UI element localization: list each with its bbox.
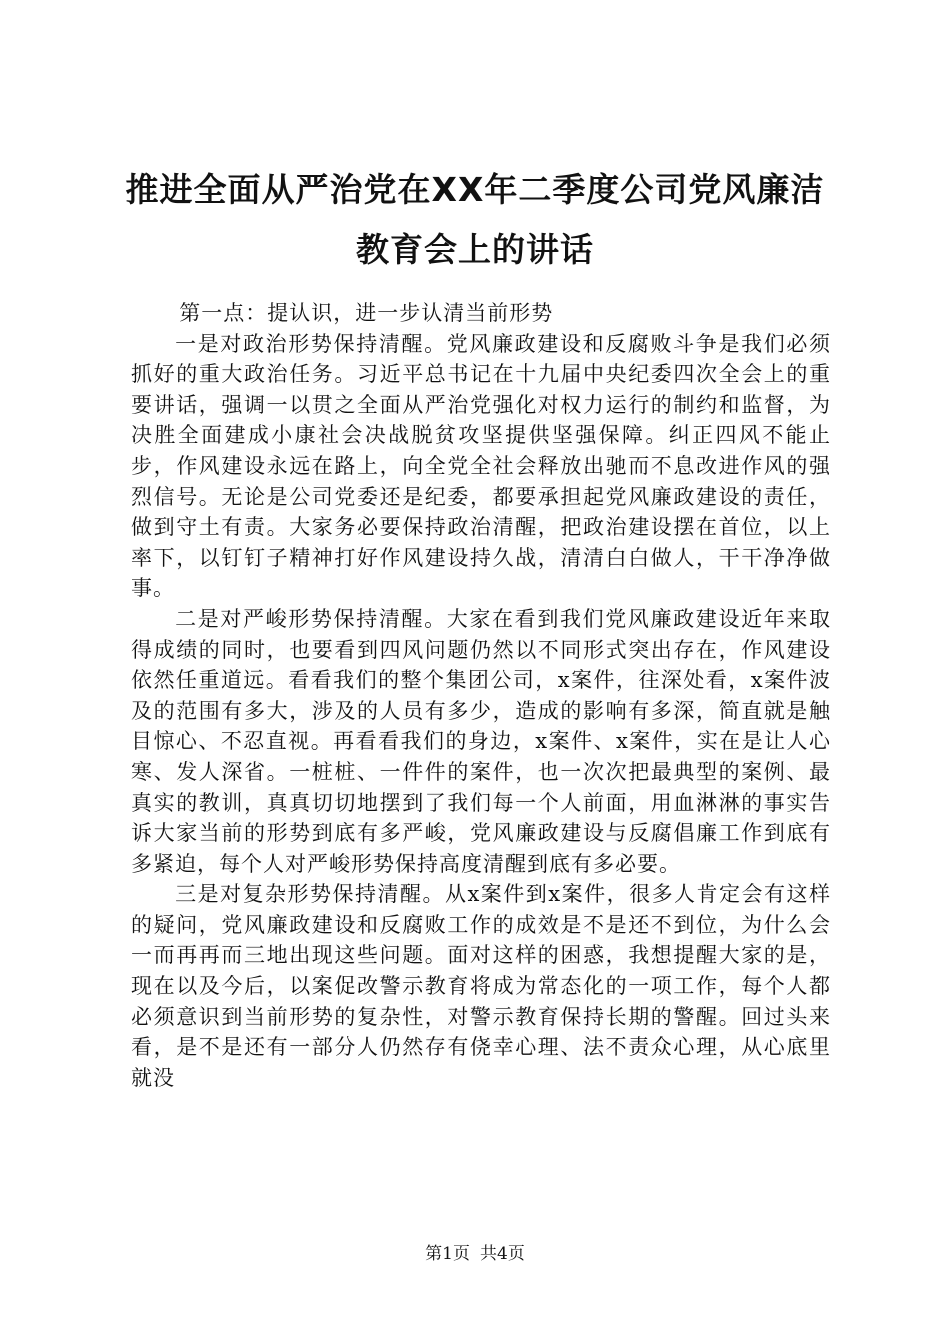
page-total: 共4页 — [480, 1244, 525, 1264]
page-footer — [0, 1242, 950, 1266]
section-heading: 第一点：提认识，进一步认清当前形势 — [179, 301, 554, 325]
body-paragraph: 二是对严峻形势保持清醒。大家在看到我们党风廉政建设近年来取得成绩的同时，也要看到四风问题仍然以不同形式突出存在，作风建设依然任重道远。看看我们的整个集团公司，x案件，往深处看，x案件波及的范围有多大，涉及的人员有多少，造成的影响有多深，简直就是触目惊心、不忍直视。再看看我们的身边，x案件、x案件，实在是让人心寒、发人深省。一桩桩、一件件的案件，也一次次把最典型的案例、最真实的教训，真真切切地摆到了我们每一个人前面，用血淋淋的事实告诉大家当前的形势到底有多严峻，党风廉政建设与反腐倡廉工作到底有多紧迫，每个人对严峻形势保持高度清醒到底有多必要。 — [131, 606, 831, 876]
document-body — [131, 298, 831, 1093]
body-paragraph: 三是对复杂形势保持清醒。从x案件到x案件，很多人肯定会有这样的疑问，党风廉政建设和反腐败工作的成效是不是还不到位，为什么会一而再再而三地出现这些问题。面对这样的困惑，我想提醒大家的是，现在以及今后，以案促改警示教育将成为常态化的一项工作，每个人都必须意识到当前形势的复杂性，对警示教育保持长期的警醒。回过头来看，是不是还有一部分人仍然存有侥幸心理、法不责众心理，从心底里就没 — [131, 882, 831, 1090]
document-title: 推进全面从严治党在XX年二季度公司党风廉洁教育会上的讲话 — [125, 170, 825, 269]
body-paragraph: 一是对政治形势保持清醒。党风廉政建设和反腐败斗争是我们必须抓好的重大政治任务。习近平总书记在十九届中央纪委四次全会上的重要讲话，强调一以贯之全面从严治党强化对权力运行的制约和监督，为决胜全面建成小康社会决战脱贫攻坚提供坚强保障。纠正四风不能止步，作风建设永远在路上，向全党全社会释放出驰而不息改进作风的强烈信号。无论是公司党委还是纪委，都要承担起党风廉政建设的责任，做到守土有责。大家务必要保持政治清醒，把政治建设摆在首位，以上率下，以钉钉子精神打好作风建设持久战，清清白白做人，干干净净做事。 — [131, 331, 831, 601]
page-number: 第1页 — [425, 1244, 470, 1264]
